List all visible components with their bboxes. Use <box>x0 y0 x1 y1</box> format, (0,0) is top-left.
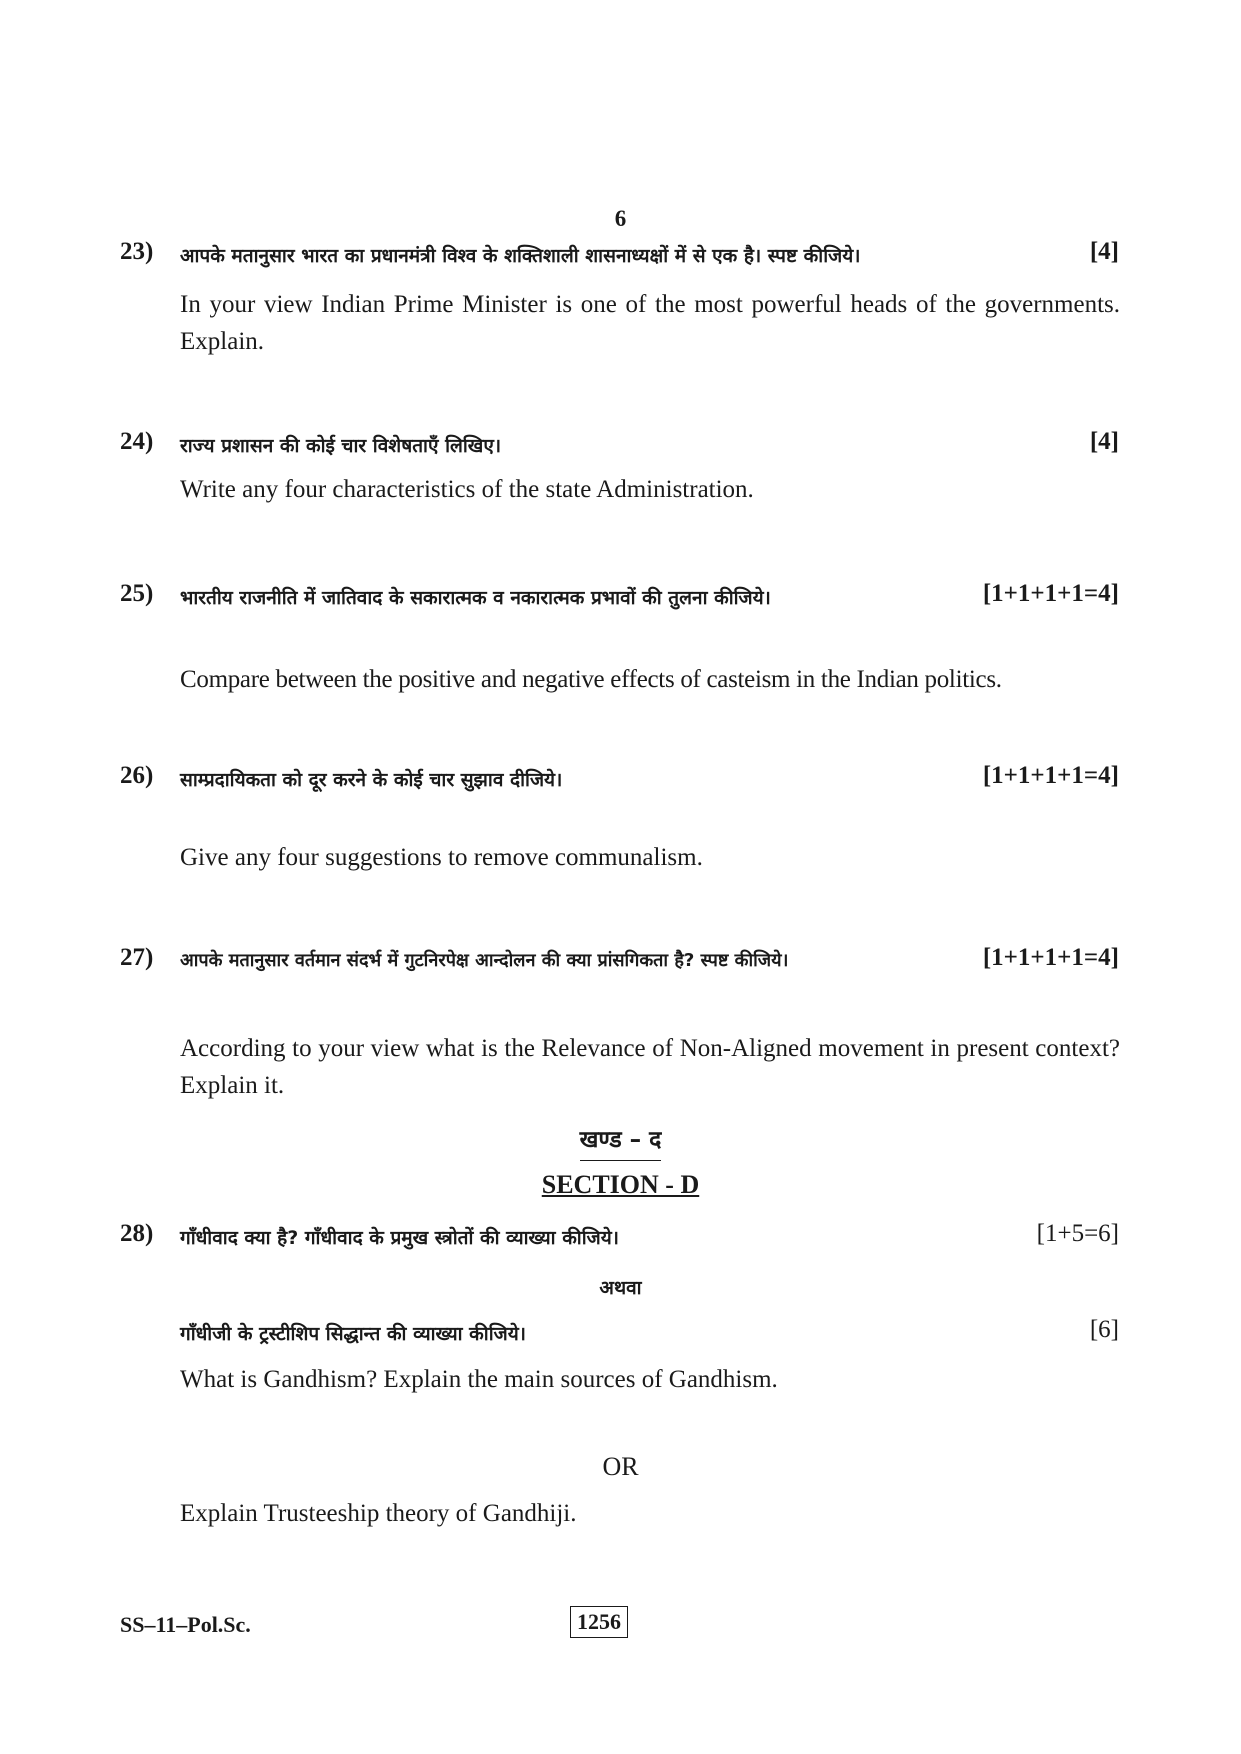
question-english: Compare between the positive and negative effects of casteism in the Indian politics. <box>180 666 1002 693</box>
paper-code: SS–11–Pol.Sc. <box>120 1612 251 1637</box>
question-number: 28) <box>120 1220 154 1247</box>
question-hindi: भारतीय राजनीति में जातिवाद के सकारात्मक व नकारात्मक प्रभावों की तुलना कीजिये। <box>180 587 771 609</box>
question-hindi: राज्य प्रशासन की कोई चार विशेषताएँ लिखिए। <box>180 435 502 457</box>
question-number: 23) <box>120 238 154 265</box>
or-hindi: अथवा <box>599 1277 642 1299</box>
question-number: 27) <box>120 944 154 971</box>
section-title-hindi: खण्ड – द <box>0 1122 1241 1161</box>
question-number: 25) <box>120 580 154 607</box>
section-title: SECTION - D <box>541 1170 700 1199</box>
page-number: 6 <box>614 206 627 231</box>
or-english: OR <box>602 1452 639 1481</box>
question-english: Give any four suggestions to remove communalism. <box>180 844 703 871</box>
question-hindi: गाँधीवाद क्या है? गाँधीवाद के प्रमुख स्त्रोतों की व्याख्या कीजिये। <box>180 1227 619 1249</box>
question-english-alt: Explain Trusteeship theory of Gandhiji. <box>180 1500 577 1527</box>
question-marks: [4] <box>1089 238 1119 265</box>
question-english: What is Gandhism? Explain the main sources of Gandhism. <box>180 1366 778 1393</box>
question-hindi: साम्प्रदायिकता को दूर करने के कोई चार सुझाव दीजिये। <box>180 769 563 791</box>
paper-number-box: 1256 <box>570 1606 628 1638</box>
question-marks: [4] <box>1089 428 1119 455</box>
question-hindi: आपके मतानुसार भारत का प्रधानमंत्री विश्व के शक्तिशाली शासनाध्यक्षों में से एक है। स्पष्ट कीजिये। <box>180 245 861 267</box>
question-hindi: आपके मतानुसार वर्तमान संदर्भ में गुटनिरपेक्ष आन्दोलन की क्या प्रांसगिकता है? स्पष्ट कीजिये। <box>180 950 789 971</box>
question-marks: [1+1+1+1=4] <box>982 944 1119 971</box>
question-english: In your view Indian Prime Minister is one of the most powerful heads of the governments. Explain. <box>180 291 1120 355</box>
question-marks: [1+5=6] <box>1036 1220 1119 1247</box>
question-marks: [1+1+1+1=4] <box>982 580 1119 607</box>
question-number: 24) <box>120 428 154 455</box>
question-english: Write any four characteristics of the state Administration. <box>180 476 754 503</box>
question-hindi-alt: गाँधीजी के ट्रस्टीशिप सिद्धान्त की व्याख्या कीजिये। <box>180 1323 526 1345</box>
question-number: 26) <box>120 762 154 789</box>
question-marks-alt: [6] <box>1089 1316 1119 1343</box>
question-english: According to your view what is the Relevance of Non-Aligned movement in present context? Explain it. <box>180 1035 1120 1099</box>
question-marks: [1+1+1+1=4] <box>982 762 1119 789</box>
